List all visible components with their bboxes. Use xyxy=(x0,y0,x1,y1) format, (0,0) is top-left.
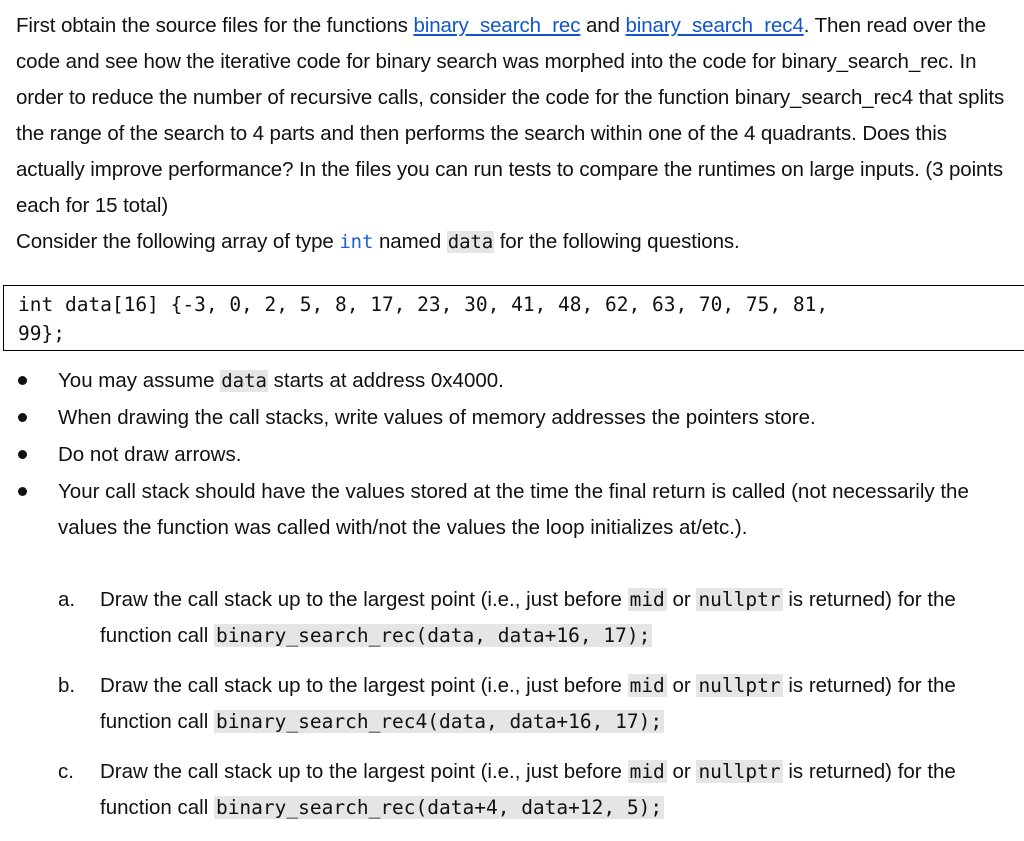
bullet-dot-icon xyxy=(18,376,27,385)
question-text: Draw the call stack up to the largest point (i.e., just before xyxy=(100,674,628,697)
question-text: is returned) for the function call xyxy=(100,674,956,733)
bullet-text: You may assume xyxy=(58,369,221,392)
intro-paragraph xyxy=(16,8,1020,260)
intro-text-5: named xyxy=(373,230,447,253)
inline-code-nullptr: nullptr xyxy=(698,674,781,697)
question-text: Draw the call stack up to the largest point (i.e., just before xyxy=(100,588,628,611)
question-text: is returned) for the function call xyxy=(100,588,956,647)
question-label: c. xyxy=(58,760,74,783)
bullet-text: starts at address 0x4000. xyxy=(267,369,504,392)
bullet-dot-icon xyxy=(18,450,27,459)
bullet-text: Your call stack should have the values stored at the time the final return is called (not necessarily the values the function was called with/not the values the loop initializes at/etc.). xyxy=(58,480,969,539)
inline-code-mid: mid xyxy=(629,588,665,611)
question-text: or xyxy=(666,760,697,783)
question-text: Draw the call stack up to the largest point (i.e., just before xyxy=(100,760,628,783)
question-text: or xyxy=(666,588,697,611)
bullet-dot-icon xyxy=(18,413,27,422)
inline-code-call: binary_search_rec4(data, data+16, 17); xyxy=(215,710,663,733)
inline-code-nullptr: nullptr xyxy=(698,588,781,611)
code-block xyxy=(3,285,1024,351)
link-binary-search-rec[interactable]: binary_search_rec xyxy=(413,14,581,37)
code-line-1: int data[16] {-3, 0, 2, 5, 8, 17, 23, 30, 41, 48, 62, 63, 70, 75, 81, xyxy=(18,293,829,316)
question-text: is returned) for the function call xyxy=(100,760,956,819)
inline-code-mid: mid xyxy=(629,674,665,697)
question-label: a. xyxy=(58,588,76,611)
inline-code-nullptr: nullptr xyxy=(698,760,781,783)
inline-code-data: data xyxy=(221,370,267,392)
keyword-data: data xyxy=(447,231,494,253)
inline-code-mid: mid xyxy=(629,760,665,783)
bullet-text: When drawing the call stacks, write values of memory addresses the pointers store. xyxy=(58,406,816,429)
bullet-dot-icon xyxy=(18,487,27,496)
inline-code-call: binary_search_rec(data, data+16, 17); xyxy=(215,624,651,647)
link-binary-search-rec4[interactable]: binary_search_rec4 xyxy=(625,14,804,37)
intro-text-6: for the following questions. xyxy=(494,230,740,253)
question-text: or xyxy=(666,674,697,697)
question-label: b. xyxy=(58,674,76,697)
intro-text-1: First obtain the source files for the functions xyxy=(16,14,414,37)
intro-text-2: and xyxy=(580,14,626,37)
inline-code-call: binary_search_rec(data+4, data+12, 5); xyxy=(215,796,663,819)
keyword-int: int xyxy=(339,231,374,253)
intro-text-3: . Then read over the code and see how the iterative code for binary search was morphed into the code for binary_search_rec. In order to reduce the number of recursive calls, consider the code for the function binary_search_rec4 that splits the range of the search to 4 parts and then performs the search within one of the 4 quadrants. Does this actually improve performance? In the files you can run tests to compare the runtimes on large inputs. (3 points each for 15 total) xyxy=(16,14,1005,217)
code-line-2: 99}; xyxy=(18,322,65,345)
bullet-text: Do not draw arrows. xyxy=(58,443,242,466)
intro-text-4: Consider the following array of type xyxy=(16,230,340,253)
